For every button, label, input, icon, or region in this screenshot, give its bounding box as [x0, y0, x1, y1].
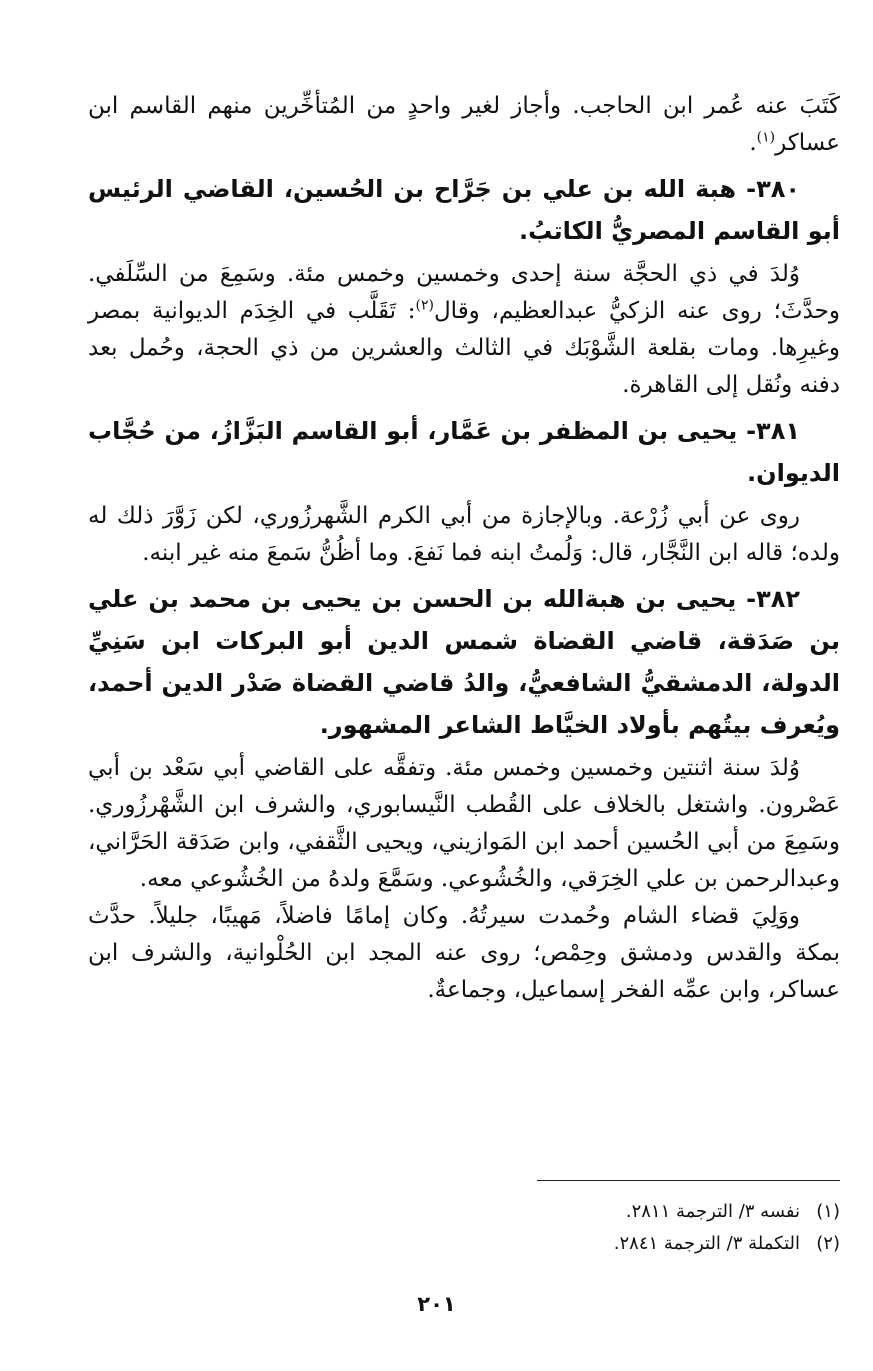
- footnote-1: [340, 1196, 840, 1228]
- footnote-divider: [537, 1180, 840, 1181]
- entry-name: يحيى بن المظفر بن عَمَّار، أبو القاسم البَزَّازُ، من حُجَّاب الديوان.: [88, 417, 840, 487]
- entry-382-title: [88, 578, 840, 746]
- page-number: ٢٠١: [417, 1292, 456, 1316]
- entry-380-title: [88, 168, 840, 252]
- footnote-number: (٢): [816, 1233, 840, 1254]
- intro-end: .: [749, 130, 757, 156]
- paragraph-text: وُلدَ في ذي الحجَّة سنة إحدى وخمسين وخمس مئة. وسَمِعَ من السِّلَفي. وحدَّثَ؛ روى عنه الزكيُّ عبدالعظيم، وقال: [88, 261, 840, 324]
- footnote-ref-1: (١): [756, 129, 776, 146]
- entry-381-paragraph: [88, 498, 840, 572]
- intro-paragraph: [88, 88, 840, 162]
- footnotes: [340, 1196, 840, 1260]
- paragraph-text-cont: : تَقَلَّب في الخِدَم الديوانية بمصر وغيرِها. ومات بقلعة الشَّوْبَك في الثالث والعشرين من ذي الحجة، وحُمل بعد دفنه ونُقل إلى القاهرة.: [88, 298, 840, 398]
- page-body: [88, 88, 840, 1009]
- entry-381-title: [88, 410, 840, 494]
- footnote-ref-2: (٢): [415, 297, 434, 314]
- entry-382-paragraph-2: [88, 898, 840, 1009]
- entry-number: ٣٨٢-: [746, 585, 801, 613]
- paragraph-text: وُلدَ سنة اثنتين وخمسين وخمس مئة. وتفقَّه على القاضي أبي سَعْد بن أبي عَصْرون. واشتغل بالخلاف على القُطب النَّيسابوري، والشرف ابن الشَّهْرزُوري. وسَمِعَ من أبي الحُسين أحمد ابن المَوازيني، ويحيى الثَّقفي، وابن صَدَقة الحَرَّاني، وعبدالرحمن بن علي الخِرَقي، والخُشُوعي. وسَمَّعَ ولدهُ من الخُشُوعي معه.: [88, 755, 840, 892]
- footnote-text: نفسه ٣/ الترجمة ٢٨١١.: [625, 1201, 800, 1222]
- entry-380-paragraph: [88, 256, 840, 404]
- paragraph-text: روى عن أبي زُرْعة. وبالإجازة من أبي الكرم الشَّهرزُوري، لكن زَوَّرَ ذلك له ولده؛ قاله ابن النَّجَّار، قال: وَلُمتُ ابنه فما نَفعَ. وما أظُنُّ سَمعَ منه غير ابنه.: [88, 503, 840, 566]
- entry-name: هبة الله بن علي بن جَرَّاح بن الحُسين، القاضي الرئيس أبو القاسم المصريُّ الكاتبُ.: [88, 175, 840, 245]
- entry-number: ٣٨٠-: [746, 175, 801, 203]
- paragraph-text: ووَلِيَ قضاء الشام وحُمدت سيرتُهُ. وكان إمامًا فاضلاً، مَهيبًا، جليلاً. حدَّث بمكة والقدس ودمشق وحِمْص؛ روى عنه المجد ابن الحُلْوانية، والشرف ابن عساكر، وابن عمِّه الفخر إسماعيل، وجماعةٌ.: [88, 903, 840, 1003]
- footnote-number: (١): [816, 1201, 840, 1222]
- footnote-text: التكملة ٣/ الترجمة ٢٨٤١.: [613, 1233, 800, 1254]
- entry-name: يحيى بن هبةالله بن الحسن بن يحيى بن محمد بن علي بن صَدَقة، قاضي القضاة شمس الدين أبو البركات ابن سَنِيِّ الدولة، الدمشقيُّ الشافعيُّ، والدُ قاضي القضاة صَدْر الدين أحمد، ويُعرف بيتُهم بأولاد الخيَّاط الشاعر المشهور.: [88, 585, 840, 739]
- intro-text: كَتَبَ عنه عُمر ابن الحاجب. وأجاز لغير واحدٍ من المُتأخِّرين منهم القاسم ابن عساكر: [88, 93, 840, 156]
- entry-number: ٣٨١-: [746, 417, 800, 445]
- entry-382-paragraph-1: [88, 750, 840, 898]
- footnote-2: [340, 1228, 840, 1260]
